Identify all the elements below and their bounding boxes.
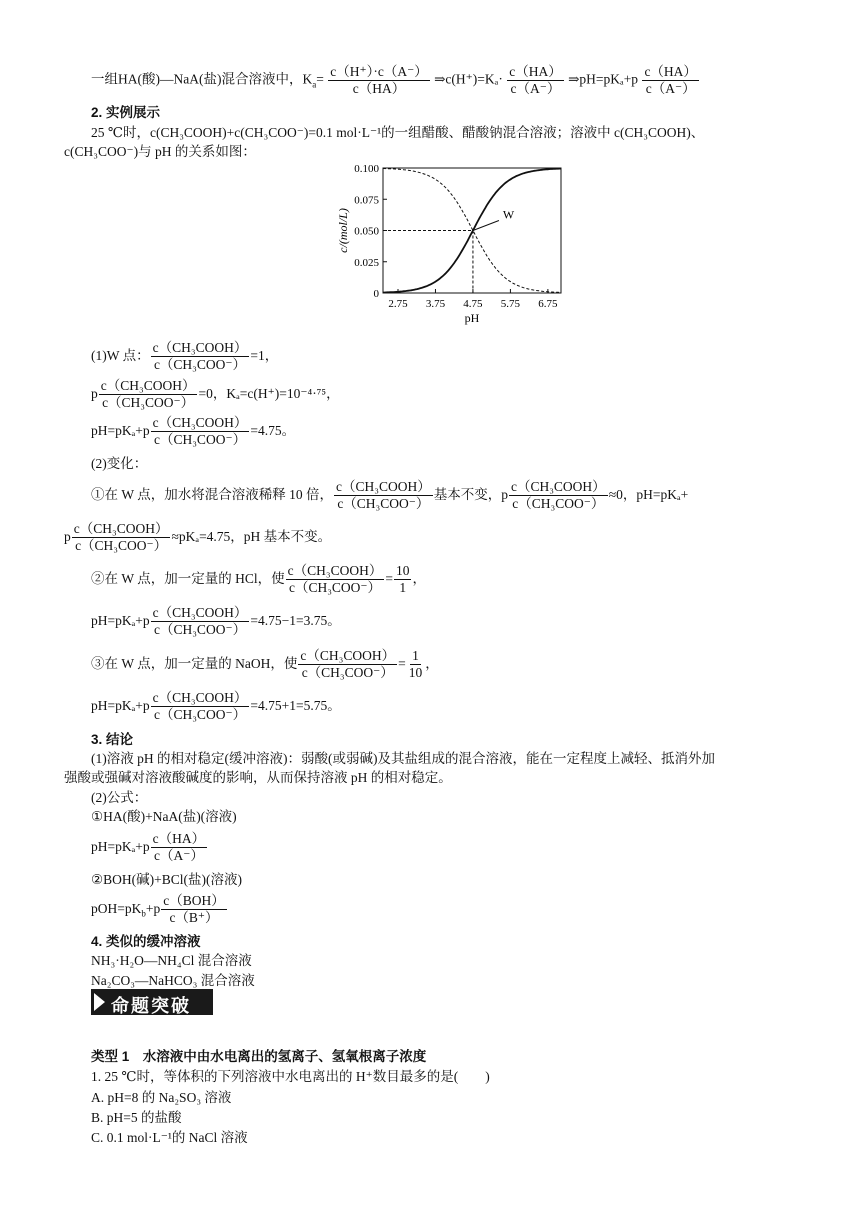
boh-b-fraction: $\frac{\text{c（BOH）}}{c(B^+)}$ <box>163 893 225 926</box>
section-4-heading: 4. 类似的缓冲溶液 <box>91 934 201 949</box>
type-1-heading: 类型 1 水溶液中由水电离出的氢离子、氢氧根离子浓度 <box>91 1049 427 1064</box>
w-point-line-3: pH=pKₐ+p $\frac{\text{c（CH₃COOH）}}{\text{c（CH₃COO⁻）}}$ =4.75。 <box>91 415 296 448</box>
ha-a-fraction: $\frac{c(HA)}{c(A^-)}$ <box>509 64 562 96</box>
y-tick-label: 0.050 <box>354 225 379 238</box>
y-tick-label: 0.025 <box>354 256 379 269</box>
change-2-line-b: pH=pKₐ+p $\frac{\text{c（CH₃COOH）}}{\text{c（CH₃COO⁻）}}$ =4.75−1=3.75。 <box>91 605 341 638</box>
x-tick-label: 2.75 <box>388 298 408 310</box>
formula-2: $pOH=pK_b+p$ $\frac{\text{c（BOH）}}{c(B^+)}$ <box>91 893 225 926</box>
ha-a-fraction-2: $\frac{c(HA)}{c(A^-)}$ <box>644 64 697 96</box>
section-2-line-1: 25 ℃时，c(CH₃COOH)+c(CH₃COO⁻)=0.1 mol·L⁻¹的一组醋酸、醋酸钠混合溶液；溶液中 c(CH₃COOH)、 <box>91 125 705 140</box>
section-3-heading: 3. 结论 <box>91 732 134 747</box>
x-tick-label: 3.75 <box>425 298 446 310</box>
conclusion-p1-b: 强酸或强碱对溶液酸碱度的影响，从而保持溶液 pH 的相对稳定。 <box>64 770 452 785</box>
ka-fraction: $\frac{c(H^+)\cdot c(A^-)}{c(HA)}$ <box>330 64 428 96</box>
w-point-label: W <box>502 207 515 222</box>
change-3-line-a: ③在 W 点，加一定量的 NaOH，使 $\frac{\text{c（CH₃COOH）}}{\text{c（CH₃COO⁻）}}$ = $\frac{1}{10}$ ， <box>91 648 439 681</box>
banner-label: 命题突破 <box>111 996 191 1017</box>
ratio-fraction: $\frac{\text{c（CH₃COOH）}}{\text{c（CH₃COO⁻）}}$ <box>300 648 396 681</box>
concentration-ph-chart <box>335 160 570 332</box>
y-tick-label: 0.075 <box>354 194 379 207</box>
option-b: B. pH=5 的盐酸 <box>91 1110 182 1125</box>
ratio-fraction: $\frac{\text{c（CH₃COOH）}}{\text{c（CH₃COO⁻）}}$ <box>336 479 431 512</box>
formula-1: pH=pKₐ+p $\frac{c(HA)}{c(A^-)}$ <box>91 831 206 864</box>
change-2-line-a: ②在 W 点，加一定量的 HCl，使 $\frac{\text{c（CH₃COOH）}}{\text{c（CH₃COO⁻）}}$ = $\frac{10}{1}$ ， <box>91 563 426 596</box>
ha-a-fraction: $\frac{c(HA)}{c(A^-)}$ <box>152 831 206 864</box>
y-axis-label: c/(mol/L) <box>336 208 350 253</box>
y-tick-label: 0.100 <box>354 163 379 175</box>
x-tick-label: 6.75 <box>538 298 558 310</box>
ratio-fraction: $\frac{\text{c（CH₃COOH）}}{\text{c（CH₃COO⁻）}}$ <box>510 479 606 512</box>
question-1: 1. 25 ℃时，等体积的下列溶液中水电离出的 H⁺数目最多的是( ) <box>91 1069 490 1084</box>
buffer-example-2: Na₂CO₃—NaHCO₃ 混合溶液 <box>91 973 255 988</box>
section-2-line-2: c(CH₃COO⁻)与 pH 的关系如图： <box>64 144 256 159</box>
chevron-right-icon <box>94 993 105 1011</box>
conclusion-p1-a: (1)溶液 pH 的相对稳定(缓冲溶液)：弱酸(或弱碱)及其盐组成的混合溶液，能在一定程度上减轻、抵消外加 <box>91 751 715 766</box>
change-1-line-a: ①在 W 点，加水将混合溶液稀释 10 倍， $\frac{\text{c（CH₃COOH）}}{\text{c（CH₃COO⁻）}}$ 基本不变，p $\frac{\text{c（CH₃COOH）}}{\text{c（CH₃COO⁻）}}$ ≈0，pH=pKₐ+ <box>91 479 689 512</box>
ratio-fraction: $\frac{\text{c（CH₃COOH）}}{\text{c（CH₃COO⁻）}}$ <box>152 415 248 448</box>
change-heading: (2)变化： <box>91 456 148 471</box>
formula-1-label: ①HA(酸)+NaA(盐)(溶液) <box>91 809 237 824</box>
section-2-heading: 2. 实例展示 <box>91 105 161 120</box>
option-c: C. 0.1 mol·L⁻¹的 NaCl 溶液 <box>91 1130 248 1145</box>
formula-2-label: ②BOH(碱)+BCl(盐)(溶液) <box>91 872 242 887</box>
ten-to-one-fraction: $\frac{10}{1}$ <box>395 563 410 596</box>
x-tick-label: 5.75 <box>500 298 521 310</box>
x-tick-label: 4.75 <box>463 298 483 310</box>
ratio-fraction: $\frac{\text{c（CH₃COOH）}}{\text{c（CH₃COO⁻）}}$ <box>73 521 169 554</box>
change-1-line-b: p $\frac{\text{c（CH₃COOH）}}{\text{c（CH₃COO⁻）}}$ ≈pKₐ=4.75，pH 基本不变。 <box>64 521 332 554</box>
intro-formula-line: 一组HA(酸)—NaA(盐)混合溶液中，$K_a=$ $\frac{c(H^+)\cdot c(A^-)}{c(HA)}$ ⇒c(H⁺)=Kₐ· $\frac{c(HA)}{c(A^-)}$ ⇒pH=pKₐ+p $\frac{c(HA)}{c(A^-)}$ <box>91 64 697 96</box>
ratio-fraction: $\frac{\text{c（CH₃COOH）}}{\text{c（CH₃COO⁻）}}$ <box>287 563 383 596</box>
ratio-fraction: $\frac{\text{c（CH₃COOH）}}{\text{c（CH₃COO⁻）}}$ <box>152 340 248 373</box>
x-axis-label: pH <box>464 311 480 325</box>
one-to-ten-fraction: $\frac{1}{10}$ <box>408 648 423 681</box>
option-a: A. pH=8 的 Na₂SO₃ 溶液 <box>91 1090 232 1105</box>
ratio-fraction: $\frac{\text{c（CH₃COOH）}}{\text{c（CH₃COO⁻）}}$ <box>152 605 248 638</box>
buffer-example-1: NH₃·H₂O—NH₄Cl 混合溶液 <box>91 953 252 968</box>
y-tick-label: 0 <box>373 288 379 300</box>
w-point-line-2: p $\frac{\text{c（CH₃COOH）}}{\text{c（CH₃COO⁻）}}$ =0，Kₐ=c(H⁺)=10⁻⁴·⁷⁵， <box>91 378 340 411</box>
section-banner <box>91 989 213 1015</box>
w-point-line-1: (1)W 点： $\frac{\text{c（CH₃COOH）}}{\text{c（CH₃COO⁻）}}$ =1， <box>91 340 279 373</box>
chart-layer <box>336 163 561 325</box>
ratio-fraction: $\frac{\text{c（CH₃COOH）}}{\text{c（CH₃COO⁻）}}$ <box>152 690 248 723</box>
intro-text: 一组HA(酸)—NaA(盐)混合溶液中，K <box>91 71 313 87</box>
conclusion-p2: (2)公式： <box>91 790 148 805</box>
change-3-line-b: pH=pKₐ+p $\frac{\text{c（CH₃COOH）}}{\text{c（CH₃COO⁻）}}$ =4.75+1=5.75。 <box>91 690 341 723</box>
ratio-fraction: $\frac{\text{c（CH₃COOH）}}{\text{c（CH₃COO⁻）}}$ <box>100 378 196 411</box>
